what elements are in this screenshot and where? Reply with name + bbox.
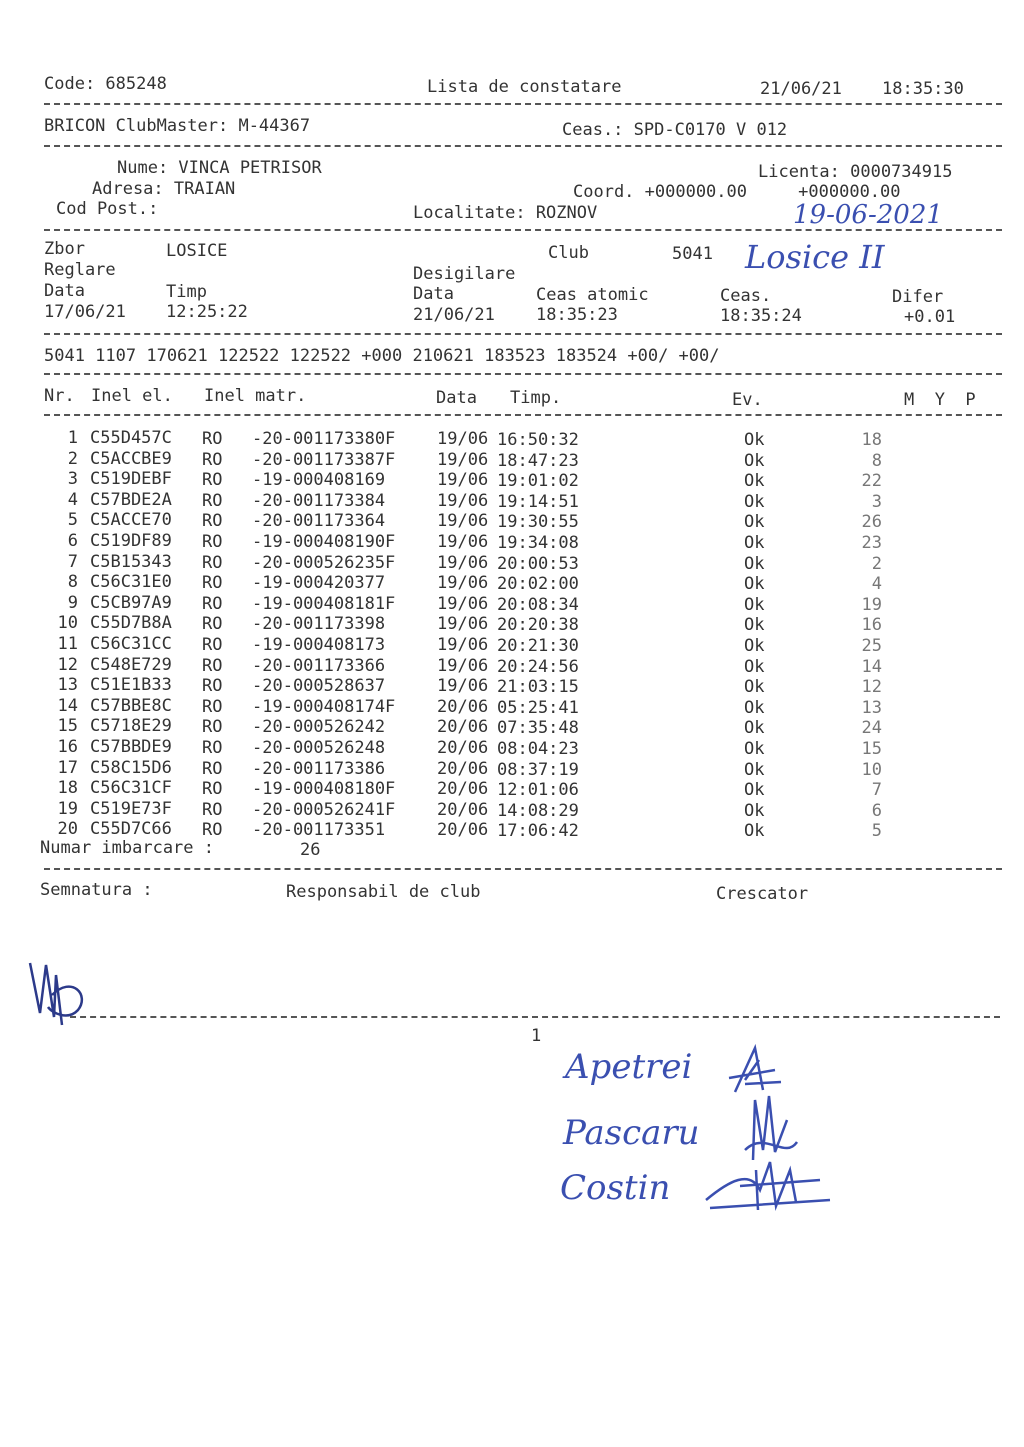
ring-number: -19-000408174F (252, 697, 396, 717)
ceas-line: Ceas.: SPD-C0170 V 012 (562, 120, 788, 140)
electronic-ring: C57BBE8C (90, 696, 172, 716)
ring-number: -19-000420377 (252, 573, 386, 593)
rank-number: 14 (861, 657, 882, 677)
zbor-value: LOSICE (166, 241, 228, 261)
arrival-time: 20:24:56 (497, 657, 579, 677)
timp-label: Timp (166, 282, 207, 302)
rank-number: 16 (861, 615, 882, 635)
ring-number: -20-001173384 (252, 491, 386, 511)
electronic-ring: C56C31E0 (90, 572, 172, 592)
arrival-time: 20:20:38 (497, 615, 579, 635)
country-code: RO (202, 553, 223, 573)
zbor-label: Zbor (44, 239, 85, 259)
electronic-ring: C55D7B8A (90, 613, 172, 633)
country-code: RO (202, 697, 223, 717)
row-number: 1 (67, 428, 78, 448)
electronic-ring: C5CB97A9 (90, 593, 172, 613)
arrival-date: 19/06 (437, 450, 489, 470)
event-status: Ok (744, 492, 765, 512)
reglare-date: 17/06/21 (44, 302, 126, 322)
ring-number: -20-001173366 (252, 656, 386, 676)
arrival-time: 20:02:00 (497, 574, 579, 594)
document-title: Lista de constatare (427, 77, 622, 97)
event-status: Ok (744, 760, 765, 780)
arrival-time: 20:00:53 (497, 554, 579, 574)
col-inel-matr: Inel matr. (204, 386, 307, 406)
numar-label: Numar imbarcare : (40, 838, 214, 858)
rank-number: 2 (871, 554, 882, 574)
arrival-time: 18:47:23 (497, 451, 579, 471)
ring-number: -20-000528637 (252, 676, 386, 696)
owner-name: Nume: VINCA PETRISOR (117, 158, 322, 178)
country-code: RO (202, 429, 223, 449)
ring-number: -20-000526248 (252, 738, 386, 758)
arrival-date: 20/06 (437, 800, 489, 820)
clubmaster-line: BRICON ClubMaster: M-44367 (44, 116, 311, 136)
header-time: 18:35:30 (882, 79, 964, 99)
electronic-ring: C548E729 (90, 655, 172, 675)
col-data: Data (436, 388, 477, 408)
electronic-ring: C51E1B33 (90, 675, 172, 695)
electronic-ring: C56C31CF (90, 778, 172, 798)
event-status: Ok (744, 595, 765, 615)
arrival-time: 16:50:32 (497, 430, 579, 450)
ceas-label: Ceas. (720, 286, 772, 306)
row-number: 14 (57, 696, 78, 716)
event-status: Ok (744, 471, 765, 491)
country-code: RO (202, 800, 223, 820)
ring-number: -20-001173387F (252, 450, 396, 470)
country-code: RO (202, 676, 223, 696)
arrival-date: 19/06 (437, 635, 489, 655)
ring-number: -19-000408180F (252, 779, 396, 799)
ring-number: -20-001173398 (252, 614, 386, 634)
row-number: 18 (57, 778, 78, 798)
col-inel-el: Inel el. (91, 386, 173, 406)
row-number: 16 (57, 737, 78, 757)
electronic-ring: C55D457C (90, 428, 172, 448)
arrival-date: 20/06 (437, 738, 489, 758)
country-code: RO (202, 594, 223, 614)
electronic-ring: C58C15D6 (90, 758, 172, 778)
divider (44, 373, 1002, 375)
arrival-date: 19/06 (437, 614, 489, 634)
club-label: Club (548, 243, 589, 263)
col-nr: Nr. (44, 386, 75, 406)
arrival-date: 20/06 (437, 820, 489, 840)
country-code: RO (202, 614, 223, 634)
row-number: 4 (67, 490, 78, 510)
rank-number: 8 (871, 451, 882, 471)
arrival-time: 05:25:41 (497, 698, 579, 718)
atomic-time: 18:35:23 (536, 305, 618, 325)
ring-number: -19-000408169 (252, 470, 386, 490)
postal-code: Cod Post.: (56, 199, 159, 219)
clock-time: 18:35:24 (720, 306, 802, 326)
electronic-ring: C5B15343 (90, 552, 172, 572)
electronic-ring: C519E73F (90, 799, 172, 819)
row-number: 11 (57, 634, 78, 654)
row-number: 3 (67, 469, 78, 489)
col-timp: Timp. (510, 388, 562, 408)
row-number: 5 (67, 510, 78, 530)
reglare-label: Reglare (44, 260, 116, 280)
divider (44, 868, 1002, 870)
event-status: Ok (744, 821, 765, 841)
header-date: 21/06/21 (760, 79, 842, 99)
event-status: Ok (744, 554, 765, 574)
reglare-time: 12:25:22 (166, 302, 248, 322)
country-code: RO (202, 820, 223, 840)
country-code: RO (202, 717, 223, 737)
arrival-date: 20/06 (437, 717, 489, 737)
handwritten-date: 19-06-2021 (793, 200, 943, 230)
country-code: RO (202, 738, 223, 758)
country-code: RO (202, 450, 223, 470)
electronic-ring: C5ACCBE9 (90, 449, 172, 469)
event-status: Ok (744, 636, 765, 656)
rank-number: 5 (871, 821, 882, 841)
ring-number: -20-000526242 (252, 717, 386, 737)
ceas-atomic-label: Ceas atomic (536, 285, 649, 305)
rank-number: 25 (861, 636, 882, 656)
divider (44, 103, 1002, 105)
row-number: 15 (57, 716, 78, 736)
arrival-date: 20/06 (437, 759, 489, 779)
event-status: Ok (744, 718, 765, 738)
row-number: 7 (67, 552, 78, 572)
rank-number: 6 (871, 801, 882, 821)
locality: Localitate: ROZNOV (413, 203, 598, 223)
ring-number: -20-000526235F (252, 553, 396, 573)
electronic-ring: C5718E29 (90, 716, 172, 736)
row-number: 20 (57, 819, 78, 839)
ring-number: -20-001173386 (252, 759, 386, 779)
arrival-time: 17:06:42 (497, 821, 579, 841)
arrival-time: 20:08:34 (497, 595, 579, 615)
arrival-time: 08:37:19 (497, 760, 579, 780)
rank-number: 13 (861, 698, 882, 718)
event-status: Ok (744, 657, 765, 677)
electronic-ring: C56C31CC (90, 634, 172, 654)
handwritten-name-3: Costin (560, 1168, 671, 1208)
row-number: 19 (57, 799, 78, 819)
arrival-time: 12:01:06 (497, 780, 579, 800)
electronic-ring: C55D7C66 (90, 819, 172, 839)
country-code: RO (202, 573, 223, 593)
arrival-date: 20/06 (437, 779, 489, 799)
rank-number: 3 (871, 492, 882, 512)
responsabil-label: Responsabil de club (286, 882, 481, 902)
rank-number: 18 (861, 430, 882, 450)
country-code: RO (202, 759, 223, 779)
divider (44, 414, 1002, 416)
event-status: Ok (744, 615, 765, 635)
owner-address: Adresa: TRAIAN (92, 179, 236, 199)
arrival-time: 19:01:02 (497, 471, 579, 491)
signature-mark (22, 955, 112, 1045)
arrival-date: 19/06 (437, 656, 489, 676)
club-value: 5041 (672, 244, 713, 264)
ring-number: -20-001173380F (252, 429, 396, 449)
rank-number: 26 (861, 512, 882, 532)
electronic-ring: C57BBDE9 (90, 737, 172, 757)
row-number: 12 (57, 655, 78, 675)
numar-value: 26 (300, 840, 321, 860)
arrival-time: 20:21:30 (497, 636, 579, 656)
arrival-date: 19/06 (437, 429, 489, 449)
arrival-time: 21:03:15 (497, 677, 579, 697)
event-status: Ok (744, 801, 765, 821)
row-number: 6 (67, 531, 78, 551)
ring-number: -19-000408181F (252, 594, 396, 614)
row-number: 13 (57, 675, 78, 695)
handwritten-name-2: Pascaru (563, 1113, 700, 1153)
event-status: Ok (744, 451, 765, 471)
event-status: Ok (744, 574, 765, 594)
col-ev: Ev. (732, 390, 763, 410)
arrival-time: 19:14:51 (497, 492, 579, 512)
arrival-time: 19:34:08 (497, 533, 579, 553)
divider (44, 333, 1002, 335)
electronic-ring: C519DF89 (90, 531, 172, 551)
arrival-date: 19/06 (437, 532, 489, 552)
ring-number: -19-000408173 (252, 635, 386, 655)
arrival-time: 08:04:23 (497, 739, 579, 759)
event-status: Ok (744, 430, 765, 450)
electronic-ring: C5ACCE70 (90, 510, 172, 530)
arrival-date: 20/06 (437, 697, 489, 717)
rank-number: 24 (861, 718, 882, 738)
event-status: Ok (744, 512, 765, 532)
row-number: 10 (57, 613, 78, 633)
event-status: Ok (744, 677, 765, 697)
arrival-date: 19/06 (437, 553, 489, 573)
crescator-label: Crescator (716, 884, 809, 904)
signature-mark (700, 1150, 840, 1220)
ring-number: -19-000408190F (252, 532, 396, 552)
country-code: RO (202, 491, 223, 511)
arrival-time: 07:35:48 (497, 718, 579, 738)
rank-number: 4 (871, 574, 882, 594)
country-code: RO (202, 635, 223, 655)
country-code: RO (202, 656, 223, 676)
arrival-date: 19/06 (437, 491, 489, 511)
arrival-date: 19/06 (437, 470, 489, 490)
electronic-ring: C57BDE2A (90, 490, 172, 510)
data-label: Data (44, 281, 85, 301)
code-label: Code: 685248 (44, 74, 167, 94)
rank-number: 10 (861, 760, 882, 780)
semnatura-label: Semnatura : (40, 880, 153, 900)
rank-number: 23 (861, 533, 882, 553)
page-number: 1 (531, 1026, 542, 1046)
col-myp: M Y P (904, 390, 976, 410)
row-number: 9 (67, 593, 78, 613)
arrival-date: 19/06 (437, 594, 489, 614)
arrival-date: 19/06 (437, 511, 489, 531)
coordinates: Coord. +000000.00 +000000.00 (573, 182, 901, 202)
row-number: 17 (57, 758, 78, 778)
desigilare-date: 21/06/21 (413, 305, 495, 325)
handwritten-name-1: Apetrei (565, 1047, 693, 1087)
ring-number: -20-001173351 (252, 820, 386, 840)
electronic-ring: C519DEBF (90, 469, 172, 489)
difference: +0.01 (904, 307, 956, 327)
rank-number: 19 (861, 595, 882, 615)
event-status: Ok (744, 780, 765, 800)
arrival-time: 14:08:29 (497, 801, 579, 821)
country-code: RO (202, 779, 223, 799)
rank-number: 15 (861, 739, 882, 759)
country-code: RO (202, 511, 223, 531)
data-label-2: Data (413, 284, 454, 304)
arrival-time: 19:30:55 (497, 512, 579, 532)
event-status: Ok (744, 739, 765, 759)
desigilare-label: Desigilare (413, 264, 516, 284)
row-number: 8 (67, 572, 78, 592)
divider (44, 145, 1002, 147)
event-status: Ok (744, 698, 765, 718)
country-code: RO (202, 470, 223, 490)
handwritten-race-name: Losice II (745, 238, 885, 276)
ring-number: -20-001173364 (252, 511, 386, 531)
code-line: 5041 1107 170621 122522 122522 +000 210621 183523 183524 +00/ +00/ (44, 346, 720, 366)
licence: Licenta: 0000734915 (758, 162, 953, 182)
rank-number: 22 (861, 471, 882, 491)
ring-number: -20-000526241F (252, 800, 396, 820)
row-number: 2 (67, 449, 78, 469)
arrival-date: 19/06 (437, 573, 489, 593)
rank-number: 12 (861, 677, 882, 697)
rank-number: 7 (871, 780, 882, 800)
divider (70, 1016, 1000, 1018)
divider (44, 229, 1002, 231)
event-status: Ok (744, 533, 765, 553)
difer-label: Difer (892, 287, 944, 307)
arrival-date: 19/06 (437, 676, 489, 696)
country-code: RO (202, 532, 223, 552)
